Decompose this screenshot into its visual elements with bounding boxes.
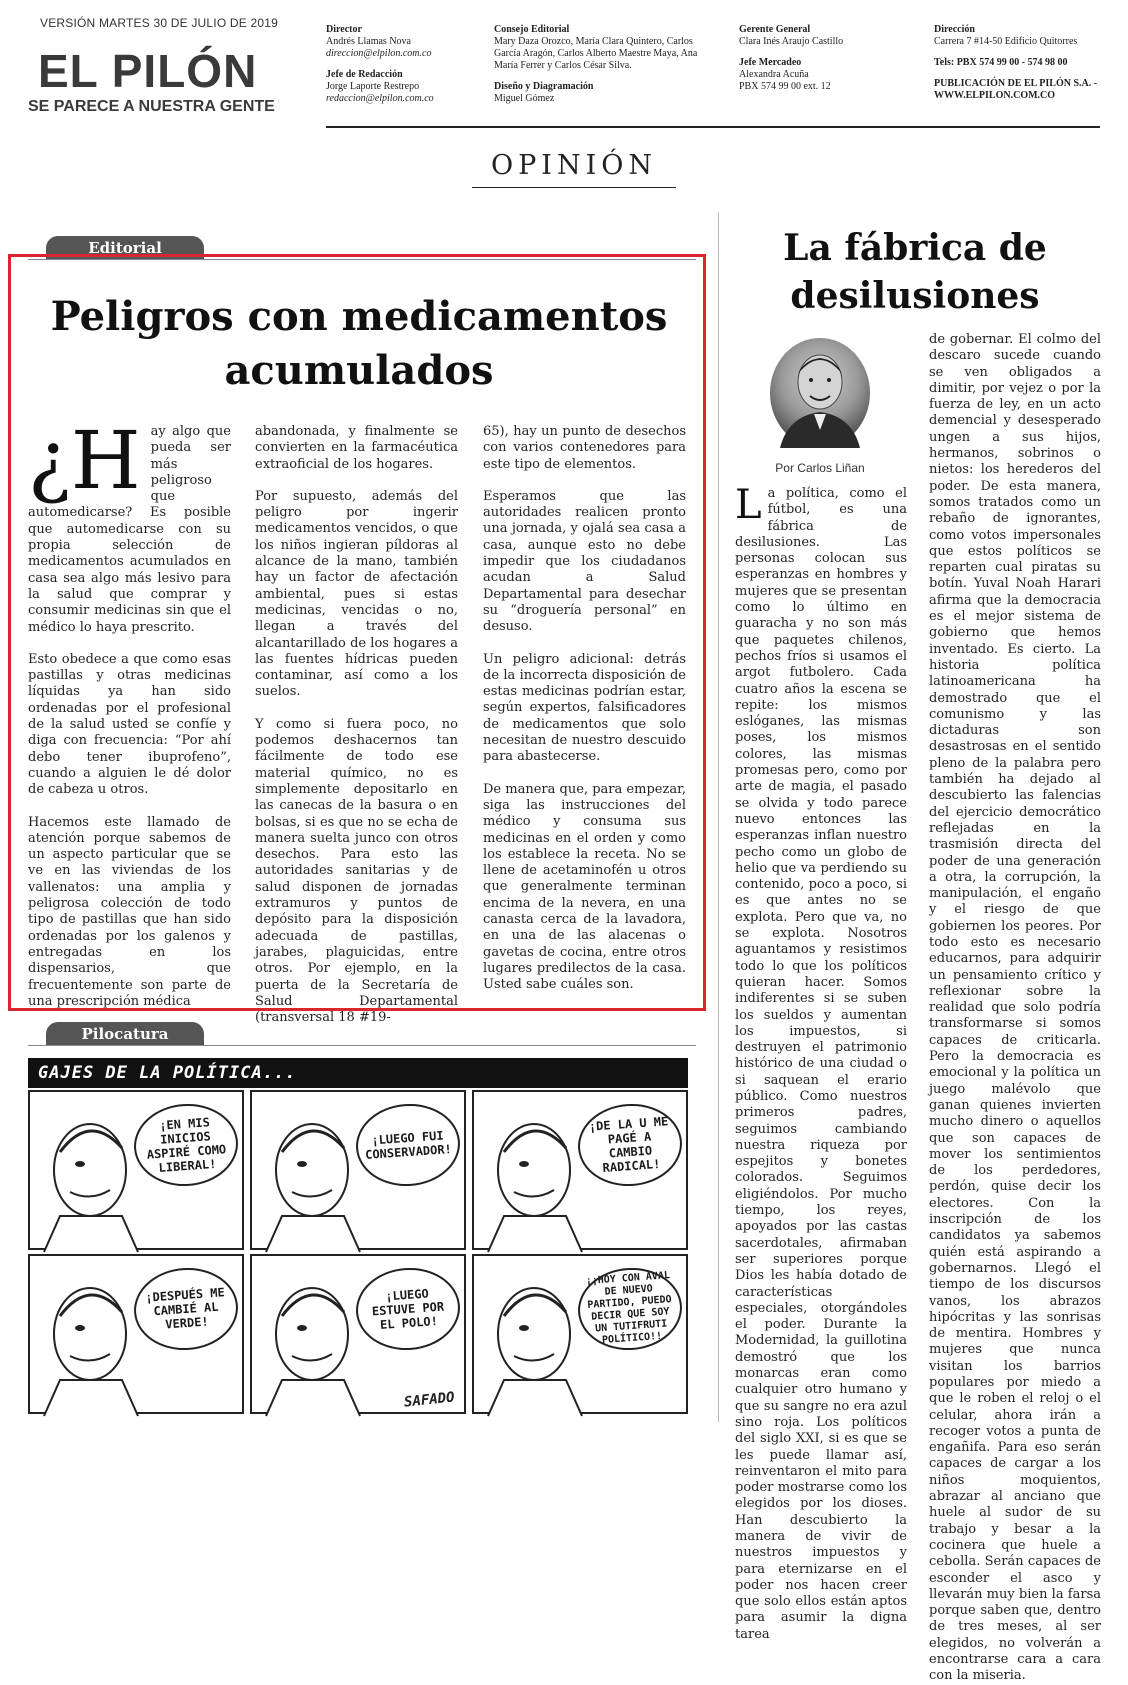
speech-bubble: ¡DE LA U ME PAGÉ A CAMBIO RADICAL! [575,1100,684,1189]
telephones: Tels: PBX 574 99 00 - 574 98 00 [934,57,1068,68]
masthead-col-consejo [494,24,708,105]
gerente-name: Clara Inés Araujo Castillo [739,36,844,47]
direccion-value: Carrera 7 #14-50 Edificio Quitorres [934,36,1078,47]
cartoon-panel [28,1090,244,1250]
editorial-paragraph: Esto obedece a que como esas pastillas y otras medicinas líquidas ya han sido ordenadas por el profesional de la salud usted se confíe y diga con frecuencia: “Por ahí debo tener ibuprofeno”, cuando a alguien le dé dolor de cabeza u otros. [28,651,231,798]
masthead-col-direccion [934,24,1104,102]
editorial-paragraph: Y como si fuera poco, no podemos deshacernos tan fácilmente de todo ese material químico, no es simplemente depositarlo en las canecas de la basura o en bolsas, si es que no se echa de manera suelta junco con otros desechos. Para esto las autoridades sanitarias y de salud disponen de jornadas extramuros y puntos de depósito para la disposición adecuada de pastillas, jarabes, plaguicidas, entre otros. Por ejemplo, en la puerta de la Secretaría de Salud Departamental (transversal 18 #19- [255,716,458,1026]
pilocatura-tab: Pilocatura [46,1022,204,1046]
director-email[interactable]: direccion@elpilon.com.co [326,48,432,59]
jefe-mercadeo-label: Jefe Mercadeo [739,57,802,68]
jefe-mercadeo-name: Alexandra Acuña [739,69,809,80]
speech-bubble: ¡DESPUÉS ME CAMBIÉ AL VERDE! [131,1264,240,1353]
consejo-names: Mary Daza Orozco, María Clara Quintero, Carlos García Aragón, Carlos Alberto Maestre Maya, Ana María Ferrer y Carlos César Silva. [494,36,698,71]
column-divider [718,212,719,1422]
opinion-column-1 [735,482,907,1642]
cartoon-title-bar [28,1058,688,1088]
editorial-column-3 [483,424,686,993]
masthead-col-gerente [739,24,909,93]
edition-date: VERSIÓN MARTES 30 DE JULIO DE 2019 [40,16,278,30]
gerente-label: Gerente General [739,24,811,35]
speech-bubble: ¡¡HOY CON AVAL DE NUEVO PARTIDO, PUEDO DECIR QUE SOY UN TUTIFRUTI POLÍTICO!! [575,1264,684,1353]
cartoon-title: GAJES DE LA POLÍTICA... [38,1063,297,1083]
publisher-info[interactable]: PUBLICACIÓN DE EL PILÓN S.A. - WWW.ELPILON.COM.CO [934,78,1098,101]
editorial-dropcap: ¿H [28,414,141,507]
cartoonist-signature: SAFADO [403,1389,456,1411]
editorial-column-2 [255,424,458,1026]
newspaper-tagline: SE PARECE A NUESTRA GENTE [28,98,275,115]
jefe-redaccion-label: Jefe de Redacción [326,69,403,80]
editorial-paragraph: Esperamos que las autoridades realicen pronto una jornada, y ojalá sea casa a casa, aunque esto no debe impedir que los ciudadanos acudan a Salud Departamental para desechar su “droguería personal” en desuso. [483,488,686,635]
diseno-label: Diseño y Diagramación [494,81,594,92]
editorial-paragraph: 65), hay un punto de desechos con varios contenedores para este tipo de elementos. [483,424,686,472]
jefe-redaccion-email[interactable]: redaccion@elpilon.com.co [326,93,434,104]
editorial-tab: Editorial [46,236,204,260]
speech-bubble: ¡LUEGO FUI CONSERVADOR! [353,1100,462,1189]
opinion-column-2 [929,332,1101,1684]
editorial-paragraph: De manera que, para empezar, siga las instrucciones del médico y consuma sus medicinas en el orden y como los establece la receta. No se llene de acetaminofén u otros que generalmente terminan encima de la nevera, en una canasta cerca de la lavadora, en una de las alacenas o gavetas de cocina, entre otros lugares predilectos de la casa. Usted sabe cuáles son. [483,781,686,993]
pilocatura-tab-rule [28,1045,696,1046]
consejo-label: Consejo Editorial [494,24,570,35]
cartoon-panel [250,1090,466,1250]
cartoon-panel [472,1254,688,1414]
editorial-column-1 [28,414,231,1009]
opinion-paragraph: La política, como el fútbol, es una fábrica de desilusiones. Las personas colocan sus esperanzas en hombres y mujeres que se presentan como lo último en guaracha y no son más que paquetes chilenos, pechos fríos si usamos el argot futbolero. Cada cuatro años la escena se repite: los mismos eslóganes, las mismas poses, los mismos colores, las mismas promesas pero, como por arte de magia, el pasado se olvida y todo parece nuevo entonces las esperanzas inflan nuestro pecho como un globo de helio que va perdiendo su contenido, poco a poco, si es que antes no se explota. Pero que va, no se explota. Nosotros aguantamos y resistimos todo lo que los políticos quieran hacer. Somos indiferentes si se suben los sueldos y aumentan los impuestos, si destruyen el patrimonio histórico de una ciudad o si saquean el erario público. Como nuestros primeros padres, seguimos cambiando nuestra riqueza por espejitos y bonetes colorados. Seguimos eligiéndolos. Por mucho tiempo, los reyes, apoyados por las castas sacerdotales, afirmaban ser superiores porque Dios les había dotado de características especiales, otorgándoles el poder. Durante la Modernidad, la guillotina demostró que los monarcas eran como cualquier otro humano y que su sangre no era azul sino roja. Los políticos del siglo XXI, si es que se les puede llamar así, reinventaron el mito para poder mostrarse como los elegidos por los dioses. Han descubierto la manera de vivir de nuestros impuestos y para eternizarse en el poder nos hacen creer que solo ellos están aptos para asumir la digna tarea [735,482,907,1642]
cartoon-panel [250,1254,466,1414]
masthead-divider [326,126,1100,128]
editorial-paragraph: Un peligro adicional: detrás de la incorrecta disposición de estas medicinas podrían estar, según expertos, falsificadores de medicamentos que solo necesitan de nuestro descuido para abastecerse. [483,651,686,765]
author-portrait-icon [770,338,870,448]
cartoon-panel [28,1254,244,1414]
section-title: OPINIÓN [472,150,676,188]
speech-bubble: ¡LUEGO ESTUVE POR EL POLO! [353,1264,462,1353]
speech-bubble: ¡EN MIS INICIOS ASPIRÉ COMO LIBERAL! [131,1100,240,1189]
opinion-headline: La fábrica de desilusiones [783,227,1047,317]
director-label: Director [326,24,362,35]
editorial-paragraph: Hacemos este llamado de atención porque sabemos de un aspecto particular que se ve en las viviendas de los vallenatos: una amplia y peligrosa colección de todo tipo de pastillas que han sido ordenadas por los galenos y entregadas en los dispensarios, que frecuentemente son parte de una prescripción médica [28,814,231,1009]
director-name: Andrés Llamas Nova [326,36,411,47]
opinion-paragraph: de gobernar. El colmo del descaro sucede cuando se ven obligados a dimitir, por vejez o por la fuerza de ley, en un acto demencial y desesperado ungen a sus hijos, hermanos, sobrinos o nietos: los herederos del poder. De esta manera, somos tratados como un rebaño de ignorantes, como votos impersonales que estos políticos se reparten cual piratas su botín. Yuval Noah Harari afirma que la democracia es el mejor sistema de gobierno que hemos inventado. Es cierto. La historia política latinoamericana ha demostrado que el comunismo y las dictaduras son desastrosas en el sentido pleno de la palabra pero también ha dejado al descubierto las falencias del ejercicio democrático reflejadas en la trasmisión directa del poder de una generación a otra, la corrupción, la manipulación, el engaño y el riesgo de que gobiernen los peores. Por todo esto es necesario educarnos, para adquirir un pensamiento crítico y reflexionar sobre la realidad que solo podría transformarse si somos capaces de criticarla. Pero la democracia es emocional y la política un juego malévolo que ganan quienes invierten mucho dinero o aquellos que son capaces de mover los sentimientos de los perdedores, perdón, quise decir los electores. Con la inscripción de los candidatos ya sabemos quién está aspirando a gobernarnos. Llegó el tiempo de los discursos vanos, los abrazos hipócritas y las sonrisas de mentira. Hombres y mujeres que nunca visitan los barrios populares por miedo a que le roben el reloj o el celular, ahora irán a recoger votos a punta de engañifa. Para eso serán capaces de cargar a los niños moquientos, abrazar al anciano que huele al sudor de su trabajo y besar a la cocinera que huele a cebolla. Serán capaces de esconder el asco y llevarán muy bien la farsa porque saben que, dentro de tres meses, al ser elegidos, no volverán a encontrarse cara a cara con la miseria. [929,332,1101,1684]
opinion-dropcap: L [735,482,762,528]
cartoon-panel [472,1090,688,1250]
jefe-mercadeo-phone: PBX 574 99 00 ext. 12 [739,81,831,92]
direccion-label: Dirección [934,24,975,35]
editorial-paragraph: Por supuesto, además del peligro por ingerir medicamentos vencidos, o que los niños ingieran píldoras al alcance de la mano, también hay un factor de afectación ambiental, pues si estas medicinas, vencidas o no, llegan a través del alcantarillado de los hogares a las fuentes hídricas pueden contaminar, así como a los suelos. [255,488,458,700]
jefe-redaccion-name: Jorge Laporte Restrepo [326,81,420,92]
opinion-byline: Por Carlos Liñan [775,461,865,475]
diseno-name: Miguel Gómez [494,93,555,104]
author-avatar [770,338,870,448]
editorial-paragraph: ¿H ay algo que pueda ser más peligroso que automedicarse? Es posible que automedicarse con su propia selección de medicamentos acumulados en casa sea algo más lesivo para la salud que comprar y consumir medicinas sin que el médico lo haya prescrito. [28,414,231,635]
editorial-paragraph: abandonada, y finalmente se convierten en la farmacéutica extraoficial de los hogares. [255,424,458,472]
editorial-headline: Peligros con medicamentos acumulados [50,293,668,394]
masthead-col-director [326,24,476,105]
newspaper-logo[interactable]: EL PILÓN [38,45,258,97]
